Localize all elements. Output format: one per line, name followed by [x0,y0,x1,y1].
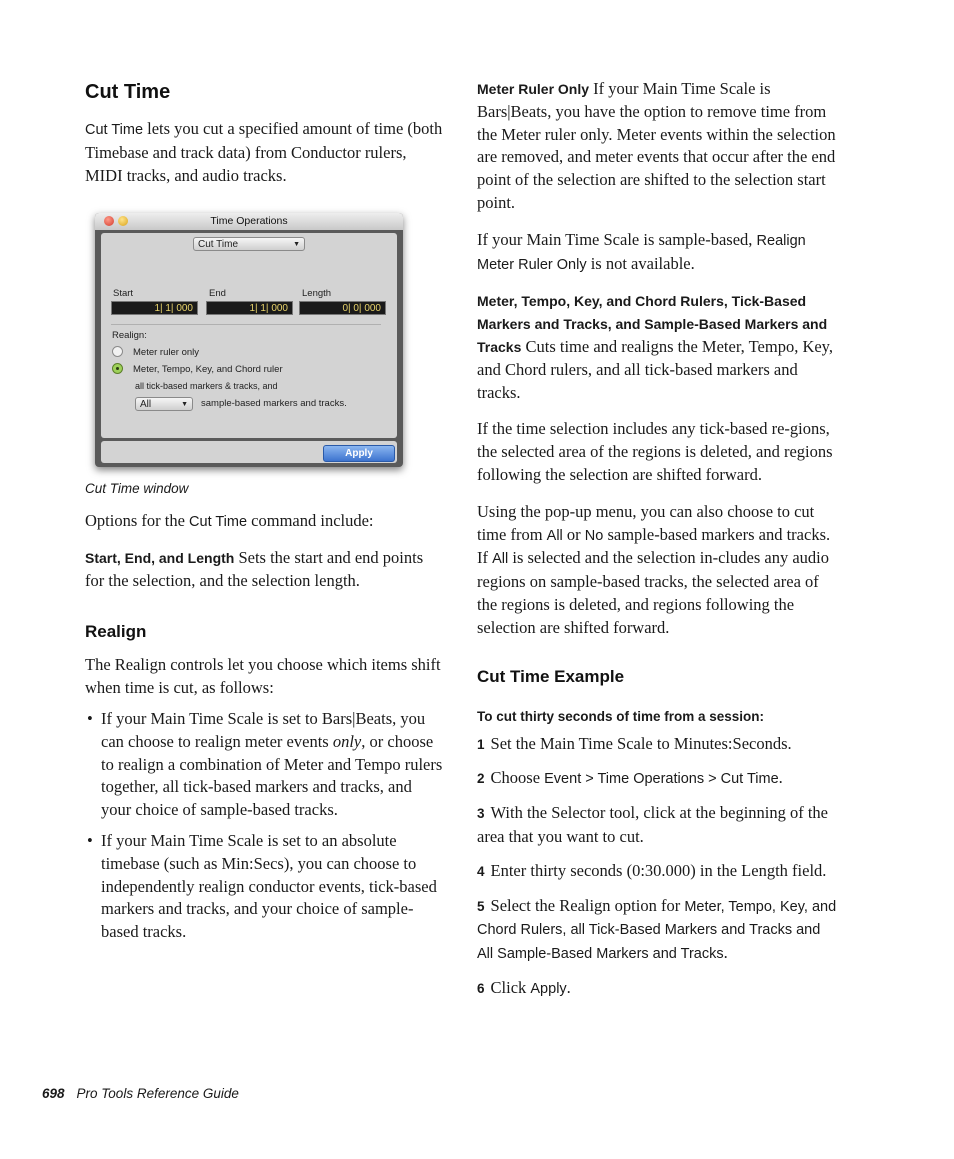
start-end-length-desc: Sets the start and end points for the selection, and the selection length. [85,547,424,590]
cut-time-heading: Cut Time [85,81,171,103]
step-text: Select the Realign option for [490,895,685,915]
guide-title: Pro Tools Reference Guide [76,1086,239,1101]
step-4 [477,860,837,884]
step-option: All Sample-Based Markers and Tracks [477,946,724,963]
page-number: 698 [42,1086,65,1101]
left-column-lower [85,481,445,944]
procedure-heading: To cut thirty seconds of time from a session: [477,708,765,724]
dialog-divider [111,324,381,325]
sample-based-note [477,229,837,277]
figure-caption: Cut Time window [85,481,189,496]
step-option: Tick-Based Markers and Tracks [588,922,793,939]
realign-heading: Realign [85,622,147,642]
realign-intro: The Realign controls let you choose which items shift when time is cut, as follows: [85,655,441,698]
sample-note-pre: If your Main Time Scale is sample-based, [477,229,757,249]
time-operations-dialog [95,213,403,467]
bullet1-post: , or choose to realign a combination of Meter and Tempo rulers together, all tick-based markers and tracks, and your choice of sample-based tracks. [101,731,443,820]
rulers-term: Meter, Tempo, Key, and Chord Rulers, Tick-Based Markers and Tracks, and Sample-Based Markers and Tracks [477,293,828,355]
step-1 [477,733,837,757]
step-number: 5 [477,898,485,914]
sample-note-option: Realign Meter Ruler Only [477,232,806,273]
end-label: End [209,288,226,299]
bullet1-emphasis: only [332,731,362,751]
step-6 [477,977,837,1001]
step-number: 3 [477,806,485,822]
bullet1-pre: If your Main Time Scale is set to Bars|Beats, you can choose to realign meter events [101,708,426,751]
page-footer [42,1086,239,1101]
popup-text-2: or [562,524,585,544]
step-number: 4 [477,863,485,879]
meter-ruler-only-para [477,78,837,215]
step-text: With the Selector tool, click at the beginning of the area that you want to cut. [477,803,829,846]
step-text: . [566,977,571,997]
realign-label: Realign: [112,330,147,341]
tick-based-line: all tick-based markers & tracks, and [135,381,278,391]
dialog-body [101,233,397,438]
rulers-desc: Cuts time and realigns the Meter, Tempo, Key, and Chord rulers, and all tick-based markers and tracks. [477,336,833,402]
left-column [85,78,445,187]
close-icon[interactable] [104,216,114,226]
step-text: Click [490,977,531,997]
sample-based-popup-value: All [140,399,152,410]
operation-popup-value: Cut Time [198,239,239,250]
step-text: and [792,922,821,939]
sample-based-text: sample-based markers and tracks. [201,398,347,409]
step-number: 6 [477,980,485,996]
minimize-icon[interactable] [118,216,128,226]
chevron-down-icon: ▼ [181,401,188,408]
options-pre: Options for the [85,511,190,530]
step-text: , all [562,922,589,939]
sample-based-popup[interactable] [135,397,193,411]
meter-ruler-only-term: Meter Ruler Only [477,81,590,97]
rulers-para [477,290,837,404]
popup-all: All [546,527,563,544]
popup-no: No [584,527,604,544]
step-3 [477,802,837,849]
step-text: Choose [490,768,545,788]
chevron-down-icon: ▼ [293,241,300,248]
sample-note-post: is not available. [586,253,695,273]
popup-text-4: is selected and the selection in-cludes any audio regions on sample-based tracks, the selected area of the regions is deleted, and regions following the selection are shifted forward. [477,548,829,637]
popup-all-2: All [492,551,509,568]
start-label: Start [113,288,134,299]
options-intro [85,510,445,534]
step-text: . [723,943,728,963]
start-end-length-term: Start, End, and Length [85,549,235,566]
step-number: 1 [477,736,485,752]
step-text: Set the Main Time Scale to Minutes:Seconds. [490,733,792,753]
start-field[interactable]: 1| 1| 000 [111,301,198,315]
start-end-length-para [85,547,445,593]
popup-para [477,501,837,640]
step-number: 2 [477,771,485,787]
meter-ruler-only-desc: If your Main Time Scale is Bars|Beats, you have the option to remove time from the Meter ruler only. Meter events within the selection are removed, and meter events that occur after the end point of the selection are shifted to the selection start point. [477,79,836,212]
radio-meter-tempo-key-chord-label: Meter, Tempo, Key, and Chord ruler [133,364,283,375]
list-item: • If your Main Time Scale is set to an absolute timebase (such as Min:Secs), you can choose to independently realign conductor events, tick-based markers and tracks, and your choice of sample-based tracks. [85,830,445,944]
end-field[interactable]: 1| 1| 000 [206,301,293,315]
step-text: . [778,768,783,788]
step-5 [477,895,837,966]
length-label: Length [302,288,332,299]
cut-time-example-heading: Cut Time Example [477,666,625,686]
options-post: command include: [247,511,374,530]
step-menu-path: Event > Time Operations > Cut Time [544,771,779,788]
cut-time-intro [85,118,445,187]
intro-text: lets you cut a specified amount of time (both Timebase and track data) from Conductor rulers, MIDI tracks, and audio tracks. [85,119,443,185]
length-field[interactable]: 0| 0| 000 [299,301,386,315]
popup-text-1: Using the pop-up menu, you can also choose to cut time from [477,501,815,544]
step-option: Meter, Tempo, Key, and Chord Rulers [477,898,837,939]
dialog-title: Time Operations [210,215,288,227]
radio-meter-only[interactable] [112,346,123,357]
list-item [85,708,445,822]
realign-list [85,708,445,944]
operation-popup[interactable] [193,237,305,251]
right-column [477,78,837,1001]
tick-based-para: If the time selection includes any tick-based re-gions, the selected area of the regions is deleted, and regions following the selection are shifted forward. [477,419,833,484]
dialog-footer [101,441,397,463]
radio-meter-only-label: Meter ruler only [133,347,199,358]
intro-command: Cut Time [85,122,144,138]
apply-button[interactable]: Apply [323,445,395,462]
dialog-titlebar [95,213,403,230]
step-text: Enter thirty seconds (0:30.000) in the Length field. [490,860,827,880]
options-command: Cut Time [189,514,248,530]
step-2 [477,767,837,791]
radio-meter-tempo-key-chord[interactable] [112,363,123,374]
step-button-name: Apply [530,980,567,997]
popup-text-3: sample-based markers and tracks. If [477,524,831,568]
